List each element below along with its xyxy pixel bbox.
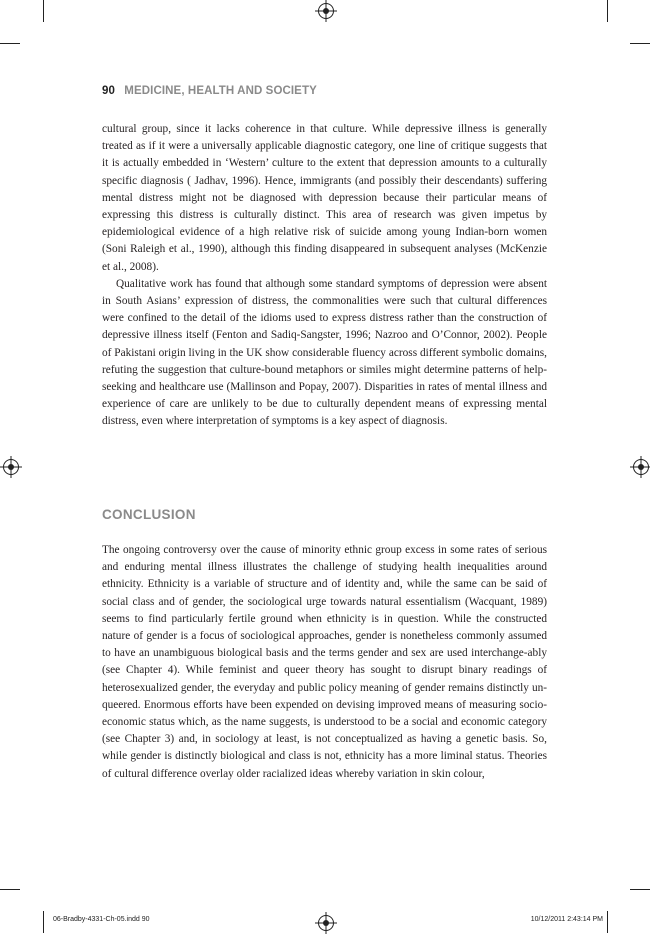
crop-mark	[0, 889, 20, 890]
running-title: MEDICINE, HEALTH AND SOCIETY	[124, 85, 317, 97]
file-slug: 06-Bradby-4331-Ch-05.indd 90	[53, 916, 150, 923]
paragraph: cultural group, since it lacks coherence in that culture. While depressive illness is generally treated as if it were a universally applicable diagnostic category, one line of critique suggests that it is actually embedded in ‘Western’ culture to the extent that depression amounts to a culturally specific diagnosis ( Jadhav, 1996). Hence, immigrants (and possibly their descendants) suffering mental distress might not be diagnosed with depression because their particular means of expressing this distress is culturally distinct. This area of research was given impetus by epidemiological evidence of a high relative risk of suicide among young Indian-born women (Soni Raleigh et al., 1990), although this finding disappeared in subsequent analyses (McKenzie et al., 2008).	[102, 123, 547, 273]
paragraph: The ongoing controversy over the cause of minority ethnic group excess in some rates of serious and enduring mental illness illustrates the challenge of studying health inequalities around ethnicity. Ethnicity is a variable of structure and of identity and, while the same can be said of social class and of gender, the sociological urge towards natural essentialism (Wacquant, 1989) seems to find particularly fertile ground when ethnicity is in question. While the constructed nature of gender is a focus of sociological approaches, gender is nonetheless commonly assumed to have an unambiguous biological basis and the terms gender and sex are used interchange-ably (see Chapter 4). While feminist and queer theory has sought to disrupt binary readings of heterosexualized gender, the everyday and public policy meaning of gender remains distinctly un-queered. Enormous efforts have been expended on devising improved means of measuring socio-economic status which, as the name suggests, is understood to be a social and economic category (see Chapter 3) and, in sociology at least, is not conceptualized as having a genetic basis. So, while gender is distinctly biological and class is not, ethnicity has a more liminal status. Theories of cultural difference overlay older racialized ideas whereby variation in skin colour,	[102, 544, 547, 780]
registration-mark-icon	[3, 459, 19, 475]
crop-mark	[630, 43, 650, 44]
crop-mark	[0, 43, 20, 44]
crop-mark	[607, 911, 608, 933]
registration-mark-icon	[318, 3, 334, 19]
running-head	[102, 85, 317, 97]
crop-mark	[630, 889, 650, 890]
crop-mark	[43, 911, 44, 933]
conclusion-text	[102, 542, 547, 783]
section-heading: CONCLUSION	[102, 507, 196, 522]
page-number: 90	[102, 85, 115, 97]
paragraph: Qualitative work has found that although some standard symptoms of depression were absent in South Asians’ expression of distress, the commonalities were such that cultural differences were confined to the detail of the idioms used to express distress rather than the construction of depressive illness itself (Fenton and Sadiq-Sangster, 1996; Nazroo and O’Connor, 2002). People of Pakistani origin living in the UK show considerable fluency across different symbolic domains, refuting the suggestion that culture-bound metaphors or similes might determine patterns of help-seeking and healthcare use (Mallinson and Popay, 2007). Disparities in rates of mental illness and experience of care are unlikely to be due to culturally dependent means of expressing mental distress, even where interpretation of symptoms is a key aspect of diagnosis.	[102, 277, 547, 428]
print-timestamp: 10/12/2011 2:43:14 PM	[530, 916, 603, 923]
registration-mark-icon	[633, 459, 649, 475]
registration-mark-icon	[318, 915, 334, 931]
crop-mark	[607, 0, 608, 22]
body-text	[102, 121, 547, 431]
crop-mark	[43, 0, 44, 22]
